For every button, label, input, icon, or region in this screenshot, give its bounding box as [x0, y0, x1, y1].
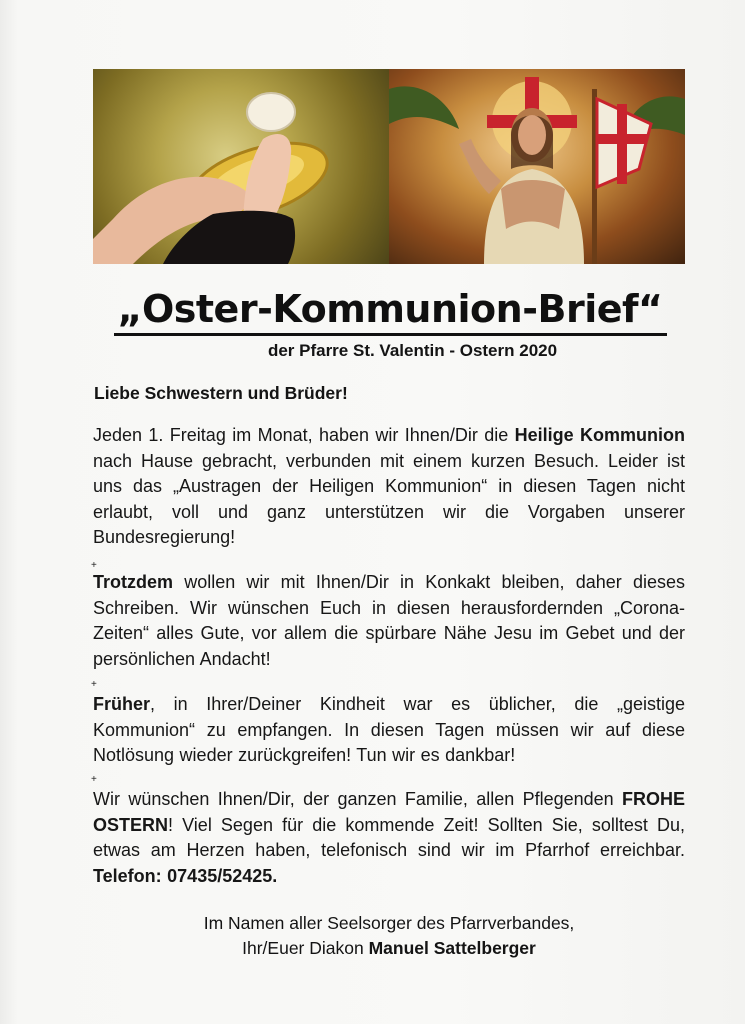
- header-image: [93, 69, 685, 264]
- subtitle: der Pfarre St. Valentin - Ostern 2020: [267, 341, 558, 360]
- paragraph-easter-wishes: [93, 787, 685, 889]
- title-block: [100, 286, 680, 336]
- paragraph-bold: Trotzdem: [93, 572, 174, 592]
- closing-line: Im Namen aller Seelsorger des Pfarrverbandes,: [203, 913, 575, 933]
- signature-line: [93, 936, 685, 961]
- paragraph-spiritual-communion: [93, 692, 685, 769]
- page-title: „Oster-Kommunion-Brief“: [114, 286, 667, 336]
- separator: +: [91, 560, 97, 571]
- paragraph-communion: [93, 423, 685, 551]
- greeting: Liebe Schwestern und Brüder!: [94, 383, 348, 403]
- risen-christ-mosaic: [389, 69, 685, 264]
- paragraph-text: ! Viel Segen für die kommende Zeit! Sollten Sie, solltest Du, etwas am Herzen haben, telefonisch sind wir im Pfarrhof erreichbar.: [93, 814, 685, 860]
- signature-prefix: Ihr/Euer Diakon: [242, 938, 369, 958]
- paragraph-contact: [93, 570, 685, 672]
- risen-christ-icon: [389, 69, 685, 264]
- separator: +: [91, 679, 97, 690]
- paragraph-text: wollen wir mit Ihnen/Dir in Konkakt bleiben, daher dieses Schreiben. Wir wünschen Euch in diesen herausfordernden „Corona-Zeiten“ alles Gute, vor allem die spürbare Nähe Jesu im Gebet und der persönlichen Andacht!: [93, 572, 685, 669]
- paragraph-text: Jeden 1. Freitag im Monat, haben wir Ihnen/Dir die: [93, 425, 515, 445]
- paragraph-text: , in Ihrer/Deiner Kindheit war es üblicher, die „geistige Kommunion“ zu empfangen. In diesen Tagen müssen wir auf diese Notlösung wieder zurückgreifen! Tun wir es dankbar!: [93, 694, 685, 765]
- paragraph-text: nach Hause gebracht, verbunden mit einem kurzen Besuch. Leider ist uns das „Austragen der Heiligen Kommunion“ in diesen Tagen nicht erlaubt, voll und ganz unterstützen wir die Vorgaben unserer Bundesregierung!: [93, 450, 685, 547]
- signer-name: Manuel Sattelberger: [368, 938, 536, 958]
- host-paten-photo: [93, 69, 389, 264]
- paragraph-bold: FROHE OSTERN: [93, 789, 685, 835]
- separator: +: [91, 774, 97, 785]
- host-paten-icon: [93, 69, 389, 264]
- paragraph-bold: Früher: [93, 694, 151, 714]
- paragraph-text: Wir wünschen Ihnen/Dir, der ganzen Familie, allen Pflegenden: [93, 789, 622, 809]
- phone-number: Telefon: 07435/52425.: [93, 865, 278, 886]
- closing-block: [93, 911, 685, 961]
- paragraph-bold: Heilige Kommunion: [514, 425, 685, 445]
